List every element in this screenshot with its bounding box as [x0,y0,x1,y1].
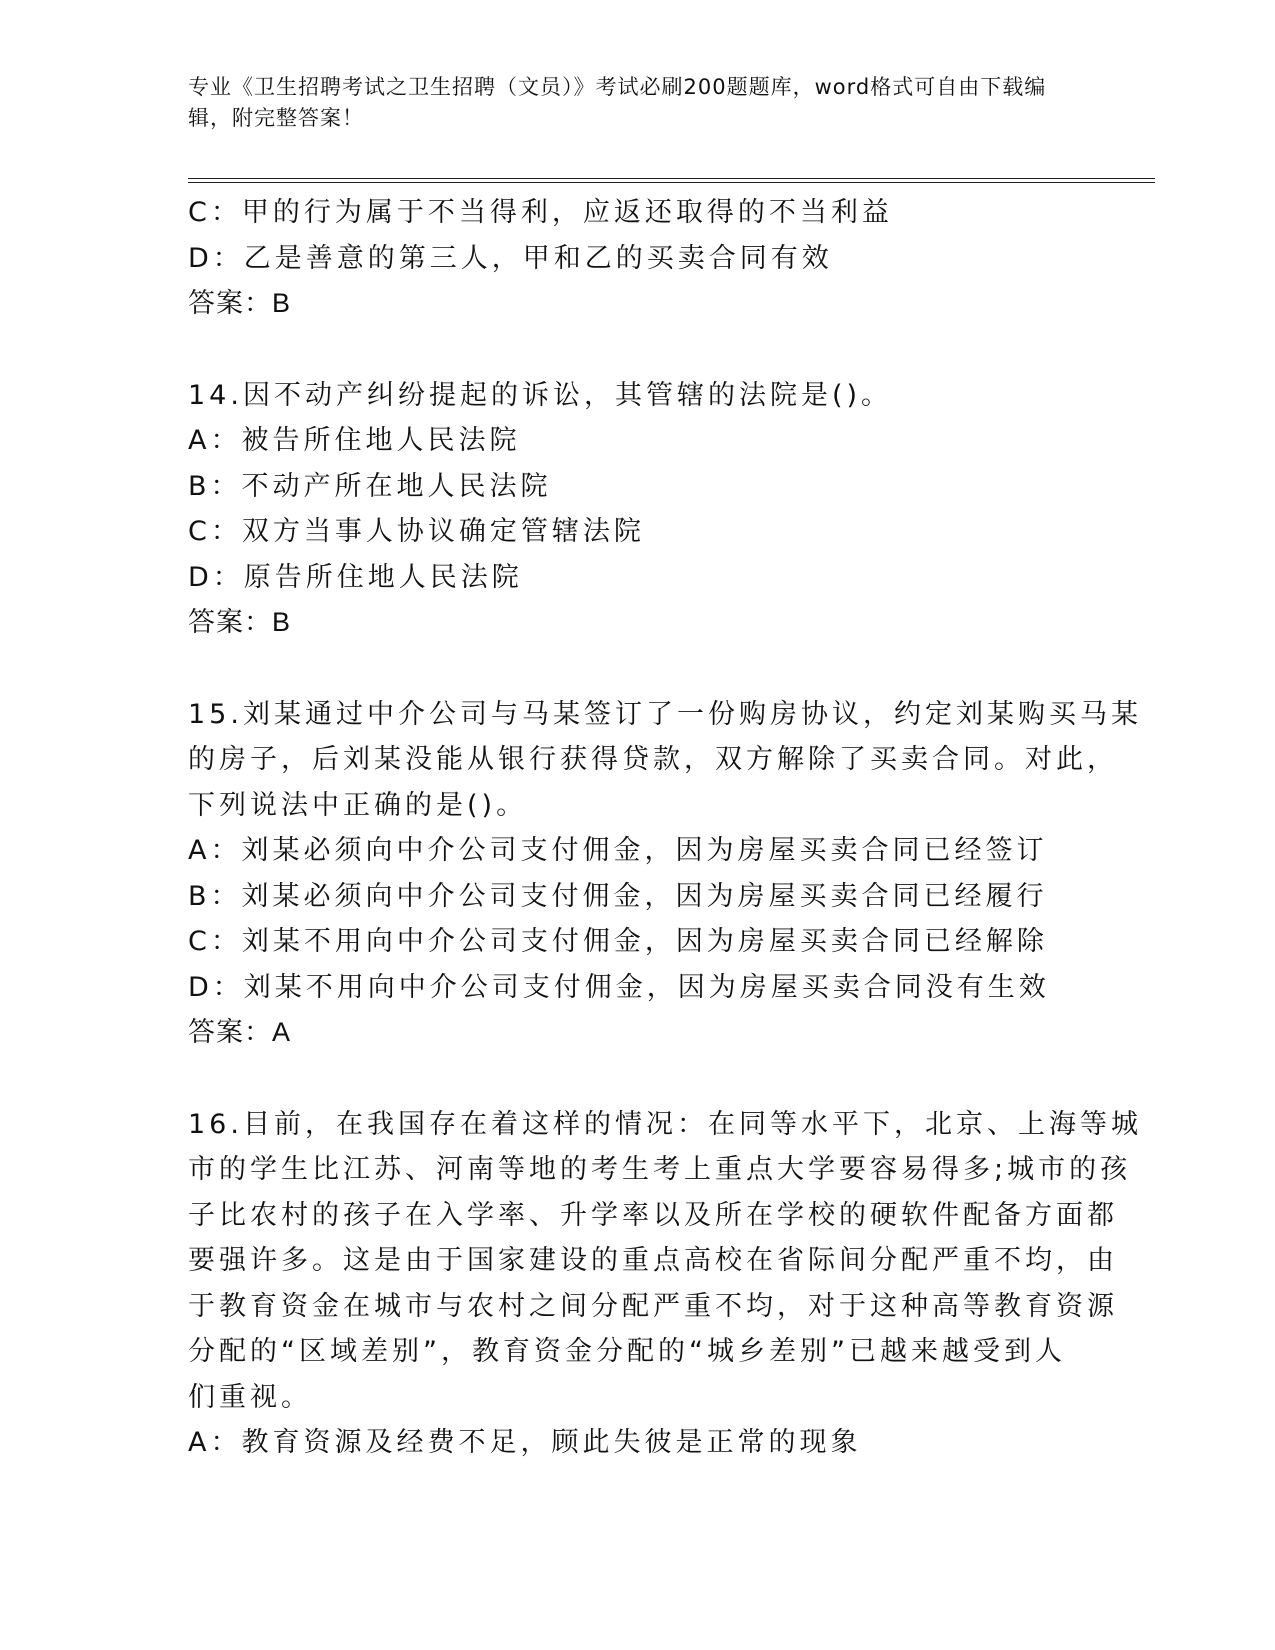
header-title: 专业《卫生招聘考试之卫生招聘（文员）》考试必刷200题题库，word格式可自由下载编辑，附完整答案！ [188,75,1047,130]
option-b: B：刘某必须向中介公司支付佣金，因为房屋买卖合同已经履行 [188,880,1048,912]
option-c: C：甲的行为属于不当得利，应返还取得的不当利益 [188,197,893,228]
question-stem-line: 下列说法中正确的是()。 [188,789,528,821]
question-stem-line: 于教育资金在城市与农村之间分配严重不均，对于这种高等教育资源 [188,1290,1118,1322]
question-stem-line: 市的学生比江苏、河南等地的考生考上重点大学要容易得多;城市的孩 [188,1154,1132,1185]
option-c: C：刘某不用向中介公司支付佣金，因为房屋买卖合同已经解除 [188,926,1048,957]
document-header [188,72,1068,134]
answer-label: 答案：A [188,1017,292,1047]
question-16 [188,1102,1142,1466]
question-stem-line: 16.目前，在我国存在着这样的情况：在同等水平下，北京、上海等城 [188,1108,1142,1140]
answer-label: 答案：B [188,288,292,318]
question-stem-line: 15.刘某通过中介公司与马某签订了一份购房协议，约定刘某购买马某 [188,698,1142,730]
option-d: D：原告所住地人民法院 [188,561,523,593]
spacer [188,646,1088,692]
spacer [188,327,1088,373]
question-stem: 14.因不动产纠纷提起的诉讼，其管辖的法院是()。 [188,379,893,411]
option-a: A：教育资源及经费不足，顾此失彼是正常的现象 [188,1427,862,1458]
question-15 [188,692,1142,1056]
question-stem-line: 的房子，后刘某没能从银行获得贷款，双方解除了买卖合同。对此， [188,744,1118,775]
question-stem-line: 分配的“区域差别”，教育资金分配的“城乡差别”已越来越受到人 [188,1336,1066,1367]
header-divider [188,178,1155,183]
question-stem-line: 子比农村的孩子在入学率、升学率以及所在学校的硬软件配备方面都 [188,1199,1118,1231]
option-d: D：乙是善意的第三人，甲和乙的买卖合同有效 [188,242,833,274]
option-a: A：刘某必须向中介公司支付佣金，因为房屋买卖合同已经签订 [188,835,1048,866]
answer-label: 答案：B [188,607,292,637]
option-c: C：双方当事人协议确定管辖法院 [188,516,645,547]
option-a: A：被告所住地人民法院 [188,425,521,456]
question-stem-line: 们重视。 [188,1381,312,1413]
document-body [188,190,1142,1466]
option-b: B：不动产所在地人民法院 [188,470,552,502]
question-14 [188,373,1088,646]
question-stem-line: 要强许多。这是由于国家建设的重点高校在省际间分配严重不均，由 [188,1245,1118,1276]
spacer [188,1056,1088,1102]
question-13-continued [188,190,1088,327]
option-d: D：刘某不用向中介公司支付佣金，因为房屋买卖合同没有生效 [188,971,1050,1003]
